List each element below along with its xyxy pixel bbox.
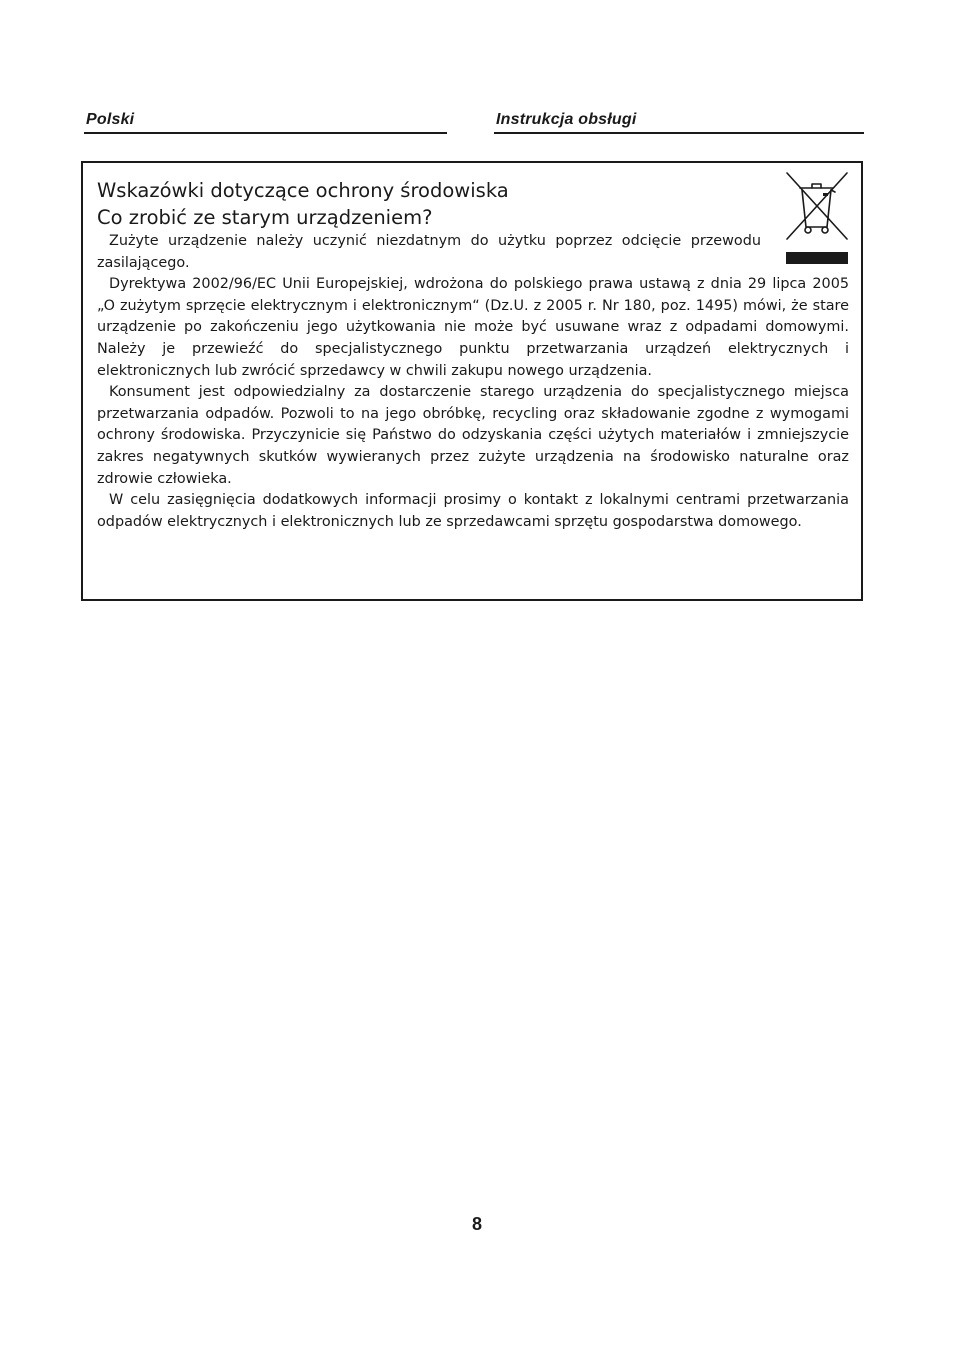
notice-paragraph-2: Dyrektywa 2002/96/EC Unii Europejskiej, wdrożona do polskiego prawa ustawą z dnia 29 lipca 2005 „O zużytym sprzęcie elektrycznym i elektronicznym“ (Dz.U. z 2005 r. Nr 180, poz. 1495) mówi, że stare urządzenie po zakończeniu jego użytkowania nie może być usuwane wraz z odpadami domowymi. Należy je przewieźć do specjalistycznego punktu przetwarzania urządzeń elektrycznych i elektronicznych lub zwrócić sprzedawcy w chwili zakupu nowego urządzenia. xyxy=(97,276,849,379)
notice-title xyxy=(97,177,757,231)
page-number: 8 xyxy=(471,1214,482,1234)
header-manual-title xyxy=(494,110,864,134)
header-language xyxy=(84,110,447,134)
notice-paragraph-1: Zużyte urządzenie należy uczynić niezdatnym do użytku poprzez odcięcie przewodu zasilającego. xyxy=(97,233,761,271)
notice-body xyxy=(97,231,849,533)
notice-title-line2: Co zrobić ze starym urządzeniem? xyxy=(97,206,433,229)
environment-notice-box xyxy=(81,161,863,601)
notice-paragraph-4: W celu zasięgnięcia dodatkowych informacji prosimy o kontakt z lokalnymi centrami przetwarzania odpadów elektrycznych i elektronicznych lub ze sprzedawcami sprzętu gospodarstwa domowego. xyxy=(97,492,849,530)
header-manual-title-label: Instrukcja obsługi xyxy=(496,111,637,128)
header-language-label: Polski xyxy=(86,111,135,128)
notice-paragraph-3: Konsument jest odpowiedzialny za dostarczenie starego urządzenia do specjalistycznego miejsca przetwarzania odpadów. Pozwoli to na jego obróbkę, recycling oraz składowanie zgodne z wymogami ochrony środowiska. Przyczynicie się Państwo do odzyskania części użytych materiałów i zmniejszycie zakres negatywnych skutków wywieranych przez zużyte urządzenia na środowisko naturalne oraz zdrowie człowieka. xyxy=(97,384,849,487)
notice-title-line1: Wskazówki dotyczące ochrony środowiska xyxy=(97,179,509,202)
